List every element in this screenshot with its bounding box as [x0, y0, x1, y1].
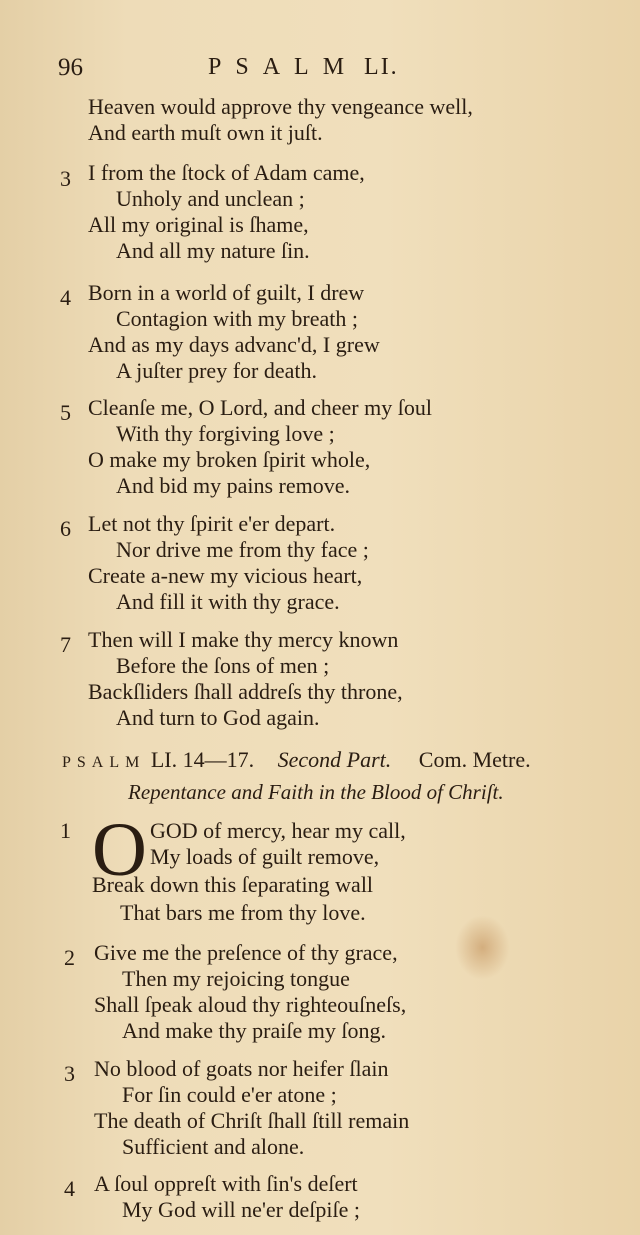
verse-number: 3: [64, 1061, 75, 1086]
page-number: 96: [58, 54, 83, 81]
verse-line: Create a-new my vicious heart,: [88, 563, 363, 588]
page-header: [58, 54, 618, 90]
verse-line: GOD of mercy, hear my call,: [150, 818, 406, 843]
psalm-ref: LI. 14—17.: [150, 747, 255, 772]
verse-line: And all my nature ſin.: [116, 238, 310, 263]
verse-number: 4: [64, 1176, 75, 1201]
running-title-number: LI.: [364, 54, 399, 80]
verse-line: And bid my pains remove.: [116, 473, 351, 498]
running-title-word: PSALM: [208, 54, 359, 80]
verse-line: Break down this ſeparating wall: [92, 872, 374, 897]
verse-line: Then my rejoicing tongue: [122, 966, 350, 991]
verse-number: 5: [60, 400, 71, 425]
verse-line: Shall ſpeak aloud thy righteouſneſs,: [94, 992, 407, 1017]
verse-line: My God will ne'er deſpiſe ;: [122, 1197, 360, 1222]
verse-line: All my original is ſhame,: [88, 212, 309, 237]
verse-line: Nor drive me from thy face ;: [116, 537, 369, 562]
part-label: Second Part.: [277, 747, 392, 772]
verse-number: 4: [60, 285, 71, 310]
verse-line: That bars me from thy love.: [120, 900, 366, 925]
hymn-subtitle: Repentance and Faith in the Blood of Chriſt.: [128, 780, 504, 804]
verse-line: And as my days advanc'd, I grew: [88, 332, 380, 357]
psalm-word: PSALM: [62, 754, 146, 771]
metre-label: Com. Metre.: [418, 747, 531, 772]
verse-line: Unholy and unclean ;: [116, 186, 305, 211]
paper-stain: [455, 915, 510, 980]
verse-number: 1: [60, 818, 71, 843]
verse-line: Then will I make thy mercy known: [88, 627, 399, 652]
verse-number: 6: [60, 516, 71, 541]
verse-line: [88, 160, 365, 186]
verse-line: Born in a world of guilt, I drew: [88, 280, 365, 305]
verse-line: For ſin could e'er atone ;: [122, 1082, 337, 1107]
verse-line: And turn to God again.: [116, 705, 320, 730]
verse-line: With thy forgiving love ;: [116, 421, 335, 446]
verse-line: Backſliders ſhall addreſs thy throne,: [88, 679, 403, 704]
verse-line: Heaven would approve thy vengeance well,: [88, 94, 473, 119]
verse-line: O make my broken ſpirit whole,: [88, 447, 371, 472]
psalm-heading: [62, 747, 531, 773]
verse-line: Sufficient and alone.: [122, 1134, 305, 1159]
verse-line: A juſter prey for death.: [116, 358, 317, 383]
verse-line: Let not thy ſpirit e'er depart.: [88, 511, 336, 536]
drop-cap: O: [92, 808, 147, 892]
verse-number: 7: [60, 632, 71, 657]
verse-line: The death of Chriſt ſhall ſtill remain: [94, 1108, 410, 1133]
verse-number: 3: [60, 166, 71, 191]
verse-line: Cleanſe me, O Lord, and cheer my ſoul: [88, 395, 432, 420]
verse-line: And earth muſt own it juſt.: [88, 120, 323, 145]
verse-line: Before the ſons of men ;: [116, 653, 330, 678]
running-title: [208, 54, 399, 81]
verse-line: Give me the preſence of thy grace,: [94, 940, 398, 965]
verse-line: And make thy praiſe my ſong.: [122, 1018, 386, 1043]
verse-line: My loads of guilt remove,: [150, 844, 380, 869]
verse-line: No blood of goats nor heifer ſlain: [94, 1056, 389, 1081]
verse-line: Contagion with my breath ;: [116, 306, 358, 331]
verse-line: A ſoul oppreſt with ſin's deſert: [94, 1171, 358, 1196]
verse-number: 2: [64, 945, 75, 970]
verse-line-start: I from the ſtock of Adam came,: [88, 160, 365, 185]
verse-line: And fill it with thy grace.: [116, 589, 340, 614]
